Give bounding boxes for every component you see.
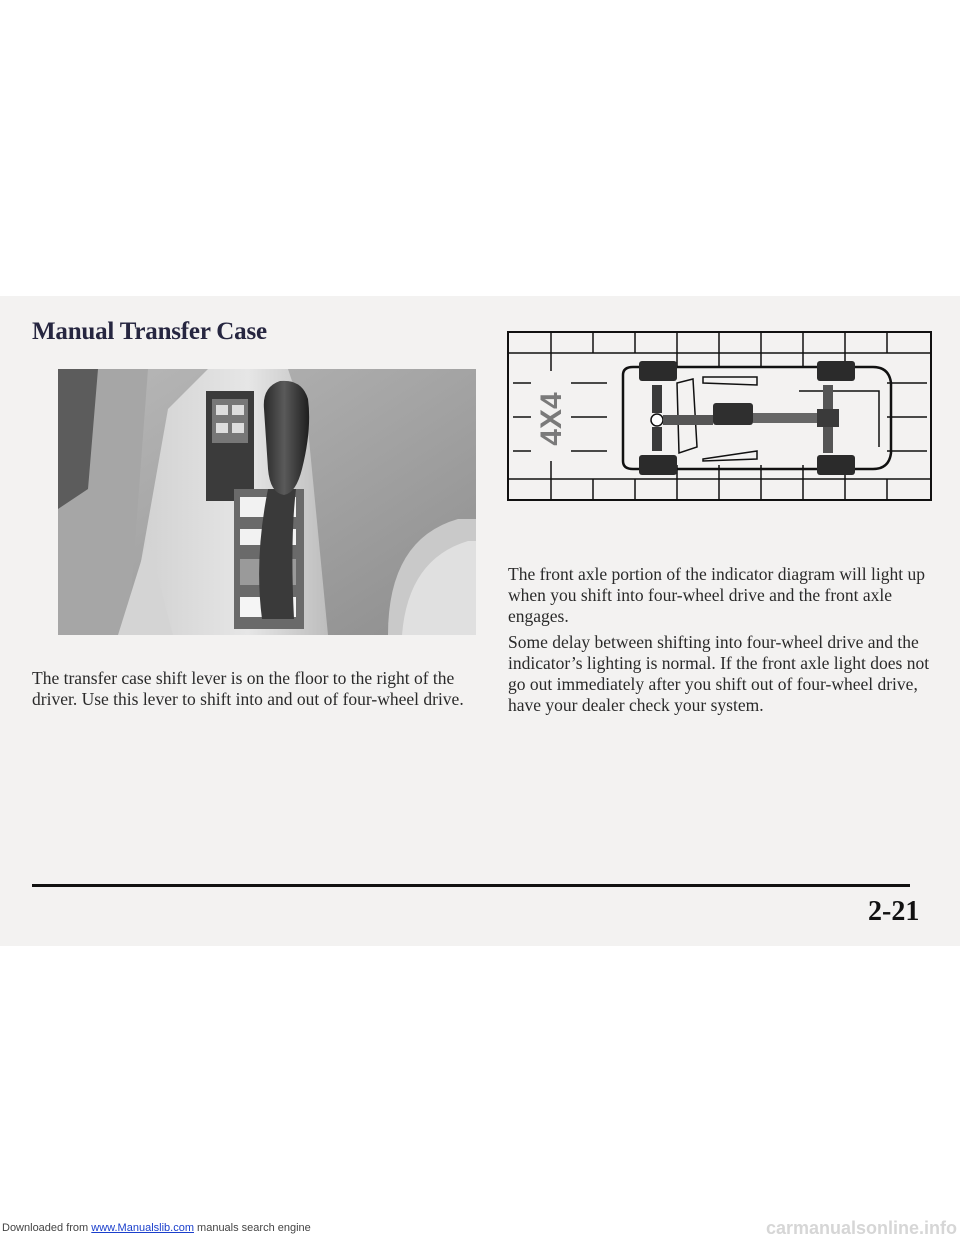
page-number: 2-21 (868, 896, 920, 927)
shift-lever-photo (58, 369, 476, 635)
indicator-delay-paragraph: Some delay between shifting into four-wheel drive and the indicator’s lighting is normal. If the front axle light does not go out immediately after you shift out of four-wheel drive, have your dealer check your system. (508, 632, 930, 715)
page-title: Manual Transfer Case (32, 318, 267, 345)
footer-suffix: manuals search engine (193, 1222, 311, 1234)
footer-rule (32, 884, 910, 887)
download-footer (2, 1222, 311, 1234)
indicator-label: 4X4 (534, 392, 568, 446)
front-axle-paragraph: The front axle portion of the indicator diagram will light up when you shift into four-wheel drive and the front axle engages. (508, 564, 925, 626)
transfer-case-paragraph: The transfer case shift lever is on the floor to the right of the driver. Use this lever to shift into and out of four-wheel drive. (32, 668, 464, 709)
footer-prefix: Downloaded from (2, 1222, 92, 1234)
indicator-diagram-graphic (507, 331, 932, 501)
shift-lever-illustration (58, 369, 476, 635)
four-wheel-drive-indicator-diagram (507, 331, 932, 501)
manualslib-link[interactable]: www.Manualslib.com (91, 1222, 194, 1234)
site-watermark: carmanualsonline.info (766, 1218, 958, 1238)
